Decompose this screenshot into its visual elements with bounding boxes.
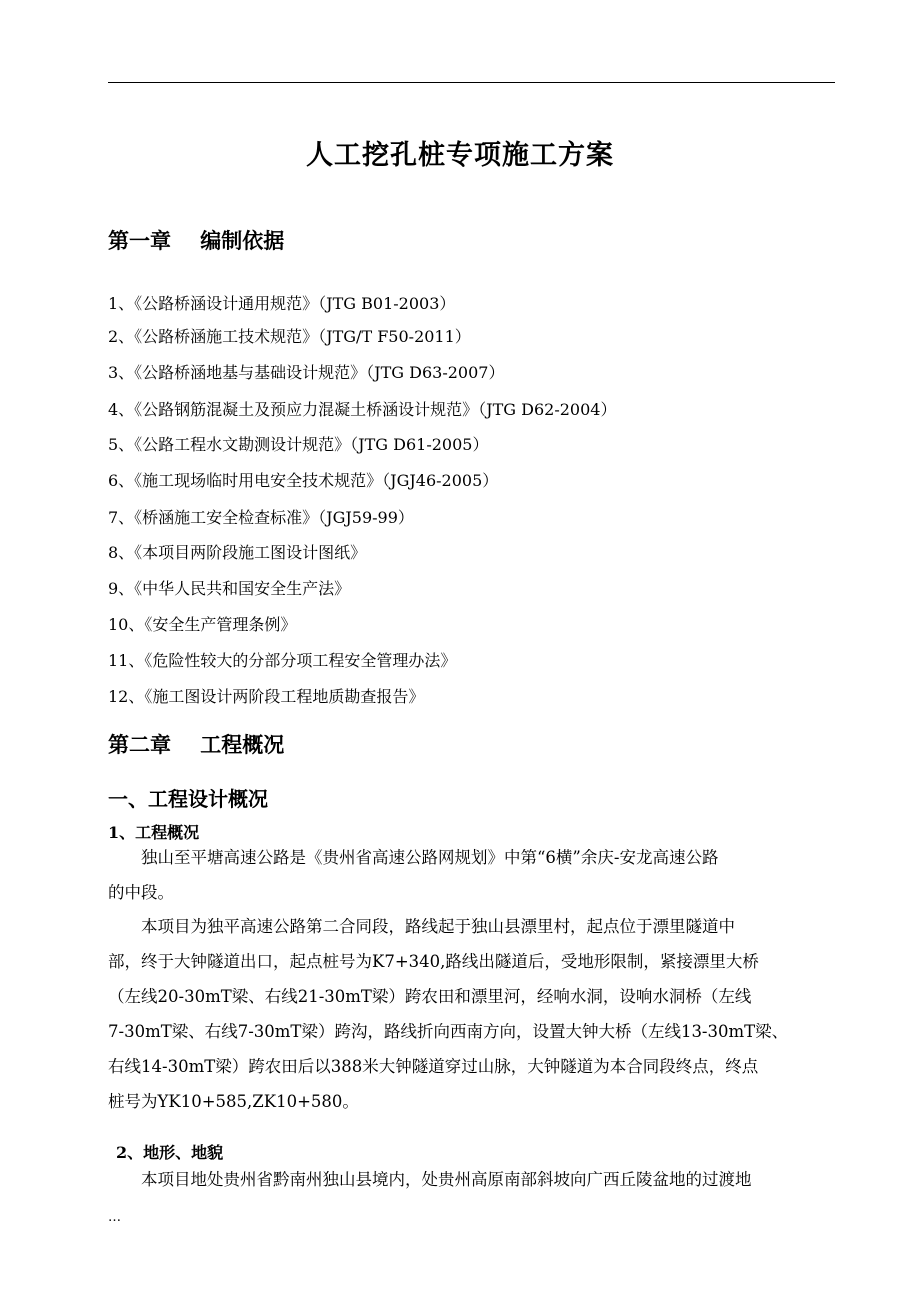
paragraph-line: 部，终于大钟隧道出口，起点桩号为K7+340,路线出隧道后，受地形限制，紧接漂里大桥 [108,952,759,971]
reference-item: 6、《施工现场临时用电安全技术规范》（JGJ46-2005） [108,471,499,490]
reference-item: 9、《中华人民共和国安全生产法》 [108,579,351,598]
continuation-ellipsis: … [108,1210,121,1225]
paragraph [108,1162,832,1197]
document-title: 人工挖孔桩专项施工方案 [306,140,614,171]
reference-item: 7、《桥涵施工安全检查标准》（JGJ59-99） [108,508,414,527]
reference-item: 1、《公路桥涵设计通用规范》（JTG B01-2003） [108,294,456,313]
reference-item: 8、《本项目两阶段施工图设计图纸》 [108,543,367,562]
paragraph-line: 桩号为YK10+585,ZK10+580。 [108,1092,359,1111]
reference-item: 11、《危险性较大的分部分项工程安全管理办法》 [108,651,457,670]
header-rule [108,82,835,83]
reference-item: 3、《公路桥涵地基与基础设计规范》（JTG D63-2007） [108,363,505,382]
paragraph-line: （左线20-30mT梁、右线21-30mT梁）跨农田和漂里河，经响水洞，设响水洞桥（左线 [108,987,752,1006]
reference-item: 4、《公路钢筋混凝土及预应力混凝土桥涵设计规范》（JTG D62-2004） [108,400,617,419]
paragraph-line: 本项目地处贵州省黔南州独山县境内，处贵州高原南部斜坡向广西丘陵盆地的过渡地 [108,1170,752,1189]
subsection-heading: 2、地形、地貌 [116,1143,224,1162]
chapter-heading-1: 第一章 编制依据 [108,228,285,253]
paragraph [108,909,832,1119]
paragraph-line: 右线14-30mT梁）跨农田后以388米大钟隧道穿过山脉，大钟隧道为本合同段终点，终点 [108,1057,759,1076]
reference-item: 12、《施工图设计两阶段工程地质勘查报告》 [108,687,425,706]
chapter-heading-2: 第二章 工程概况 [108,732,285,757]
subsection-heading: 1、工程概况 [108,823,200,842]
paragraph-line: 独山至平塘高速公路是《贵州省高速公路网规划》中第“6横”余庆-安龙高速公路 [108,848,719,867]
reference-item: 5、《公路工程水文勘测设计规范》（JTG D61-2005） [108,435,489,454]
reference-item: 10、《安全生产管理条例》 [108,615,297,634]
reference-item: 2、《公路桥涵施工技术规范》（JTG/T F50-2011） [108,327,471,346]
paragraph-line: 本项目为独平高速公路第二合同段，路线起于独山县漂里村，起点位于漂里隧道中 [108,917,735,936]
section-heading: 一、工程设计概况 [108,787,268,811]
paragraph [108,840,832,910]
paragraph-line: 的中段。 [108,883,174,902]
paragraph-line: 7-30mT梁、右线7-30mT梁）跨沟，路线折向西南方向，设置大钟大桥（左线13-30mT梁、 [108,1022,789,1041]
